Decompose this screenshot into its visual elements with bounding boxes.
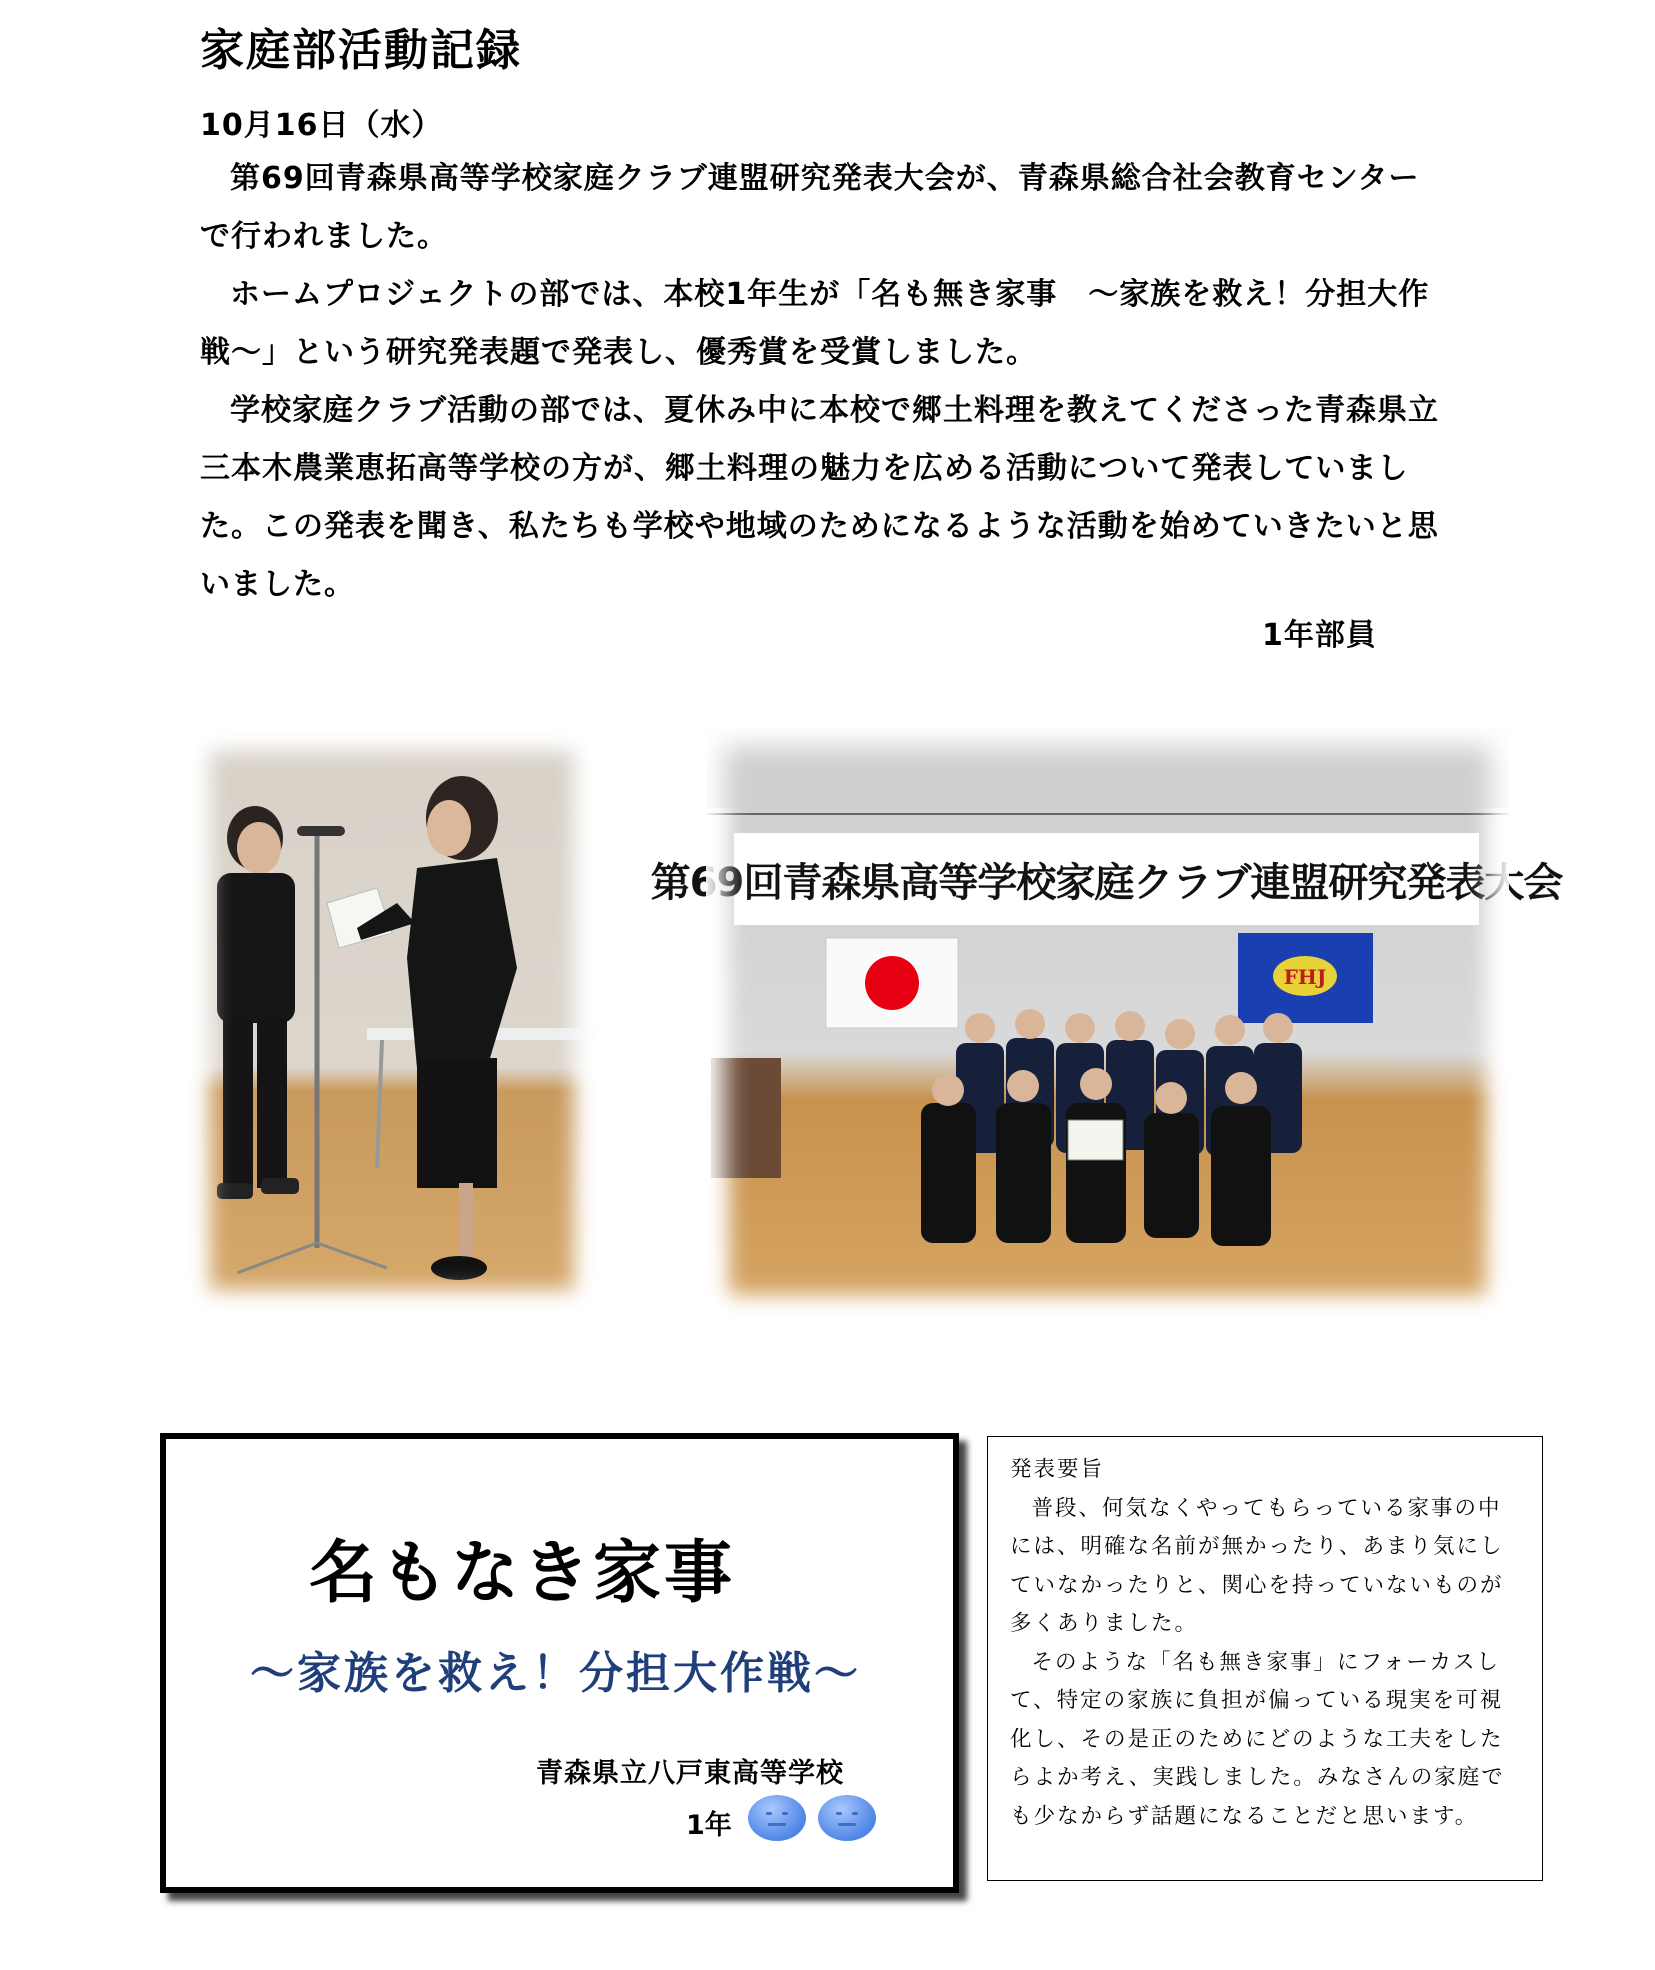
- paragraph-3: 学校家庭クラブ活動の部では、夏休み中に本校で郷土料理を教えてくださった青森県立三本木農業恵拓高等学校の方が、郷土料理の魅力を広める活動について発表していました。この発表を聞き、私たちも学校や地域のためになるような活動を始めていきたいと思いました。: [200, 393, 1439, 602]
- card-title: 名もなき家事: [309, 1534, 736, 1613]
- smiley-face-icon: [748, 1795, 806, 1841]
- award-ceremony-photo: [187, 728, 597, 1313]
- fhj-flag-text: FHJ: [1283, 965, 1327, 989]
- presentation-summary-box: [987, 1436, 1543, 1881]
- event-banner: 第69回青森県高等学校家庭クラブ連盟研究発表大会: [734, 833, 1479, 925]
- group-photo: [650, 728, 1563, 1318]
- paragraph-1: 第69回青森県高等学校家庭クラブ連盟研究発表大会が、青森県総合社会教育センターで行われました。: [200, 161, 1420, 254]
- card-subtitle: ～家族を救え！分担大作戦～: [250, 1648, 861, 1699]
- grade-label: 1年: [686, 1810, 732, 1841]
- paragraph-2: ホームプロジェクトの部では、本校1年生が「名も無き家事 ～家族を救え！分担大作戦～」という研究発表題で発表し、優秀賞を受賞しました。: [200, 277, 1430, 370]
- author-signature: 1年部員: [1262, 618, 1377, 653]
- page-title: 家庭部活動記録: [200, 25, 522, 76]
- summary-paragraph-2: そのような「名も無き家事」にフォーカスして、特定の家族に負担が偏っている現実を可視化し、その是正のためにどのような工夫をしたらよか考え、実践しました。みなさんの家庭でも少なからず話題になることだと思います。: [1010, 1649, 1505, 1829]
- smiley-face-icon: [818, 1795, 876, 1841]
- presentation-title-card: [160, 1433, 959, 1893]
- article-body: [200, 150, 1440, 614]
- school-name: 青森県立八戸東高等学校: [536, 1758, 844, 1789]
- summary-heading: 発表要旨: [1010, 1457, 1105, 1482]
- summary-paragraph-1: 普段、何気なくやってもらっている家事の中には、明確な名前が無かったり、あまり気にしていなかったりと、関心を持っていないものが多くありました。: [1010, 1495, 1504, 1636]
- activity-date: 10月16日（水）: [200, 108, 443, 143]
